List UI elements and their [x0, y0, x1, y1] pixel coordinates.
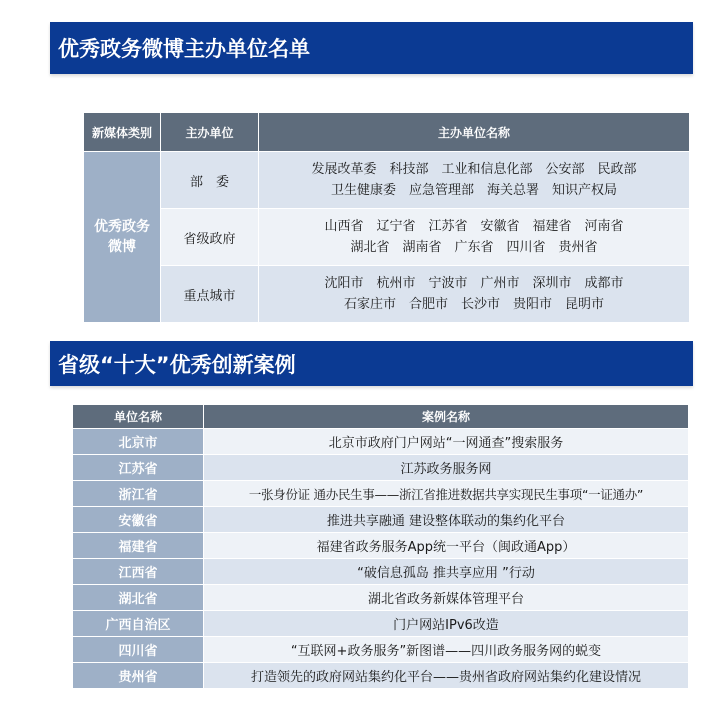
table-header-row — [73, 405, 689, 429]
table-row — [73, 481, 689, 507]
table-row — [84, 266, 690, 323]
province-cell: 四川省 — [73, 637, 204, 663]
section-title-cases: 省级“十大”优秀创新案例 — [50, 341, 693, 386]
table-row — [73, 637, 689, 663]
category-cell — [84, 152, 161, 323]
table-row — [73, 455, 689, 481]
unit-names-cell — [259, 266, 690, 323]
province-cell: 福建省 — [73, 533, 204, 559]
names-line: 沈阳市 杭州市 宁波市 广州市 深圳市 成都市 — [324, 276, 624, 291]
unit-names-cell — [259, 209, 690, 266]
table-row — [84, 152, 690, 209]
case-cell: 湖北省政务新媒体管理平台 — [204, 585, 689, 611]
case-cell: 福建省政务服务App统一平台（闽政通App） — [204, 533, 689, 559]
case-cell: 一张身份证 通办民生事——浙江省推进数据共享实现民生事项“一证通办” — [204, 481, 689, 507]
province-cell: 浙江省 — [73, 481, 204, 507]
province-cell: 安徽省 — [73, 507, 204, 533]
province-cell: 贵州省 — [73, 663, 204, 689]
province-cell: 江西省 — [73, 559, 204, 585]
names-line: 山西省 辽宁省 江苏省 安徽省 福建省 河南省 — [324, 219, 624, 234]
case-cell: 门户网站IPv6改造 — [204, 611, 689, 637]
table-row — [73, 533, 689, 559]
table-row — [73, 663, 689, 689]
case-cell: 打造领先的政府网站集约化平台——贵州省政府网站集约化建设情况 — [204, 663, 689, 689]
province-cell: 江苏省 — [73, 455, 204, 481]
case-cell: “互联网+政务服务”新图谱——四川政务服务网的蜕变 — [204, 637, 689, 663]
section-title-weibo: 优秀政务微博主办单位名单 — [50, 22, 693, 74]
header-unit: 主办单位 — [161, 113, 259, 152]
header-category: 新媒体类别 — [84, 113, 161, 152]
case-cell: 推进共享融通 建设整体联动的集约化平台 — [204, 507, 689, 533]
table-row — [84, 209, 690, 266]
table-header-row — [84, 113, 690, 152]
table-row — [73, 585, 689, 611]
category-label: 优秀政务微博 — [94, 219, 150, 255]
table-row — [73, 611, 689, 637]
names-line: 发展改革委 科技部 工业和信息化部 公安部 民政部 — [311, 162, 637, 177]
unit-names-cell — [259, 152, 690, 209]
case-cell: 北京市政府门户网站“一网通查”搜索服务 — [204, 429, 689, 455]
case-cell: “破信息孤岛 推共享应用 ”行动 — [204, 559, 689, 585]
innovation-cases-table — [73, 405, 689, 688]
header-unit-names: 主办单位名称 — [259, 113, 690, 152]
names-line: 石家庄市 合肥市 长沙市 贵阳市 昆明市 — [343, 297, 604, 312]
province-cell: 湖北省 — [73, 585, 204, 611]
province-cell: 广西自治区 — [73, 611, 204, 637]
table-row — [73, 559, 689, 585]
table-row — [73, 429, 689, 455]
table-row — [73, 507, 689, 533]
unit-cell: 重点城市 — [161, 266, 259, 323]
unit-cell: 省级政府 — [161, 209, 259, 266]
province-cell: 北京市 — [73, 429, 204, 455]
names-line: 湖北省 湖南省 广东省 四川省 贵州省 — [350, 240, 598, 255]
case-cell: 江苏政务服务网 — [204, 455, 689, 481]
unit-cell: 部 委 — [161, 152, 259, 209]
header-case: 案例名称 — [204, 405, 689, 429]
names-line: 卫生健康委 应急管理部 海关总署 知识产权局 — [330, 183, 617, 198]
header-province: 单位名称 — [73, 405, 204, 429]
weibo-host-table — [84, 113, 690, 322]
